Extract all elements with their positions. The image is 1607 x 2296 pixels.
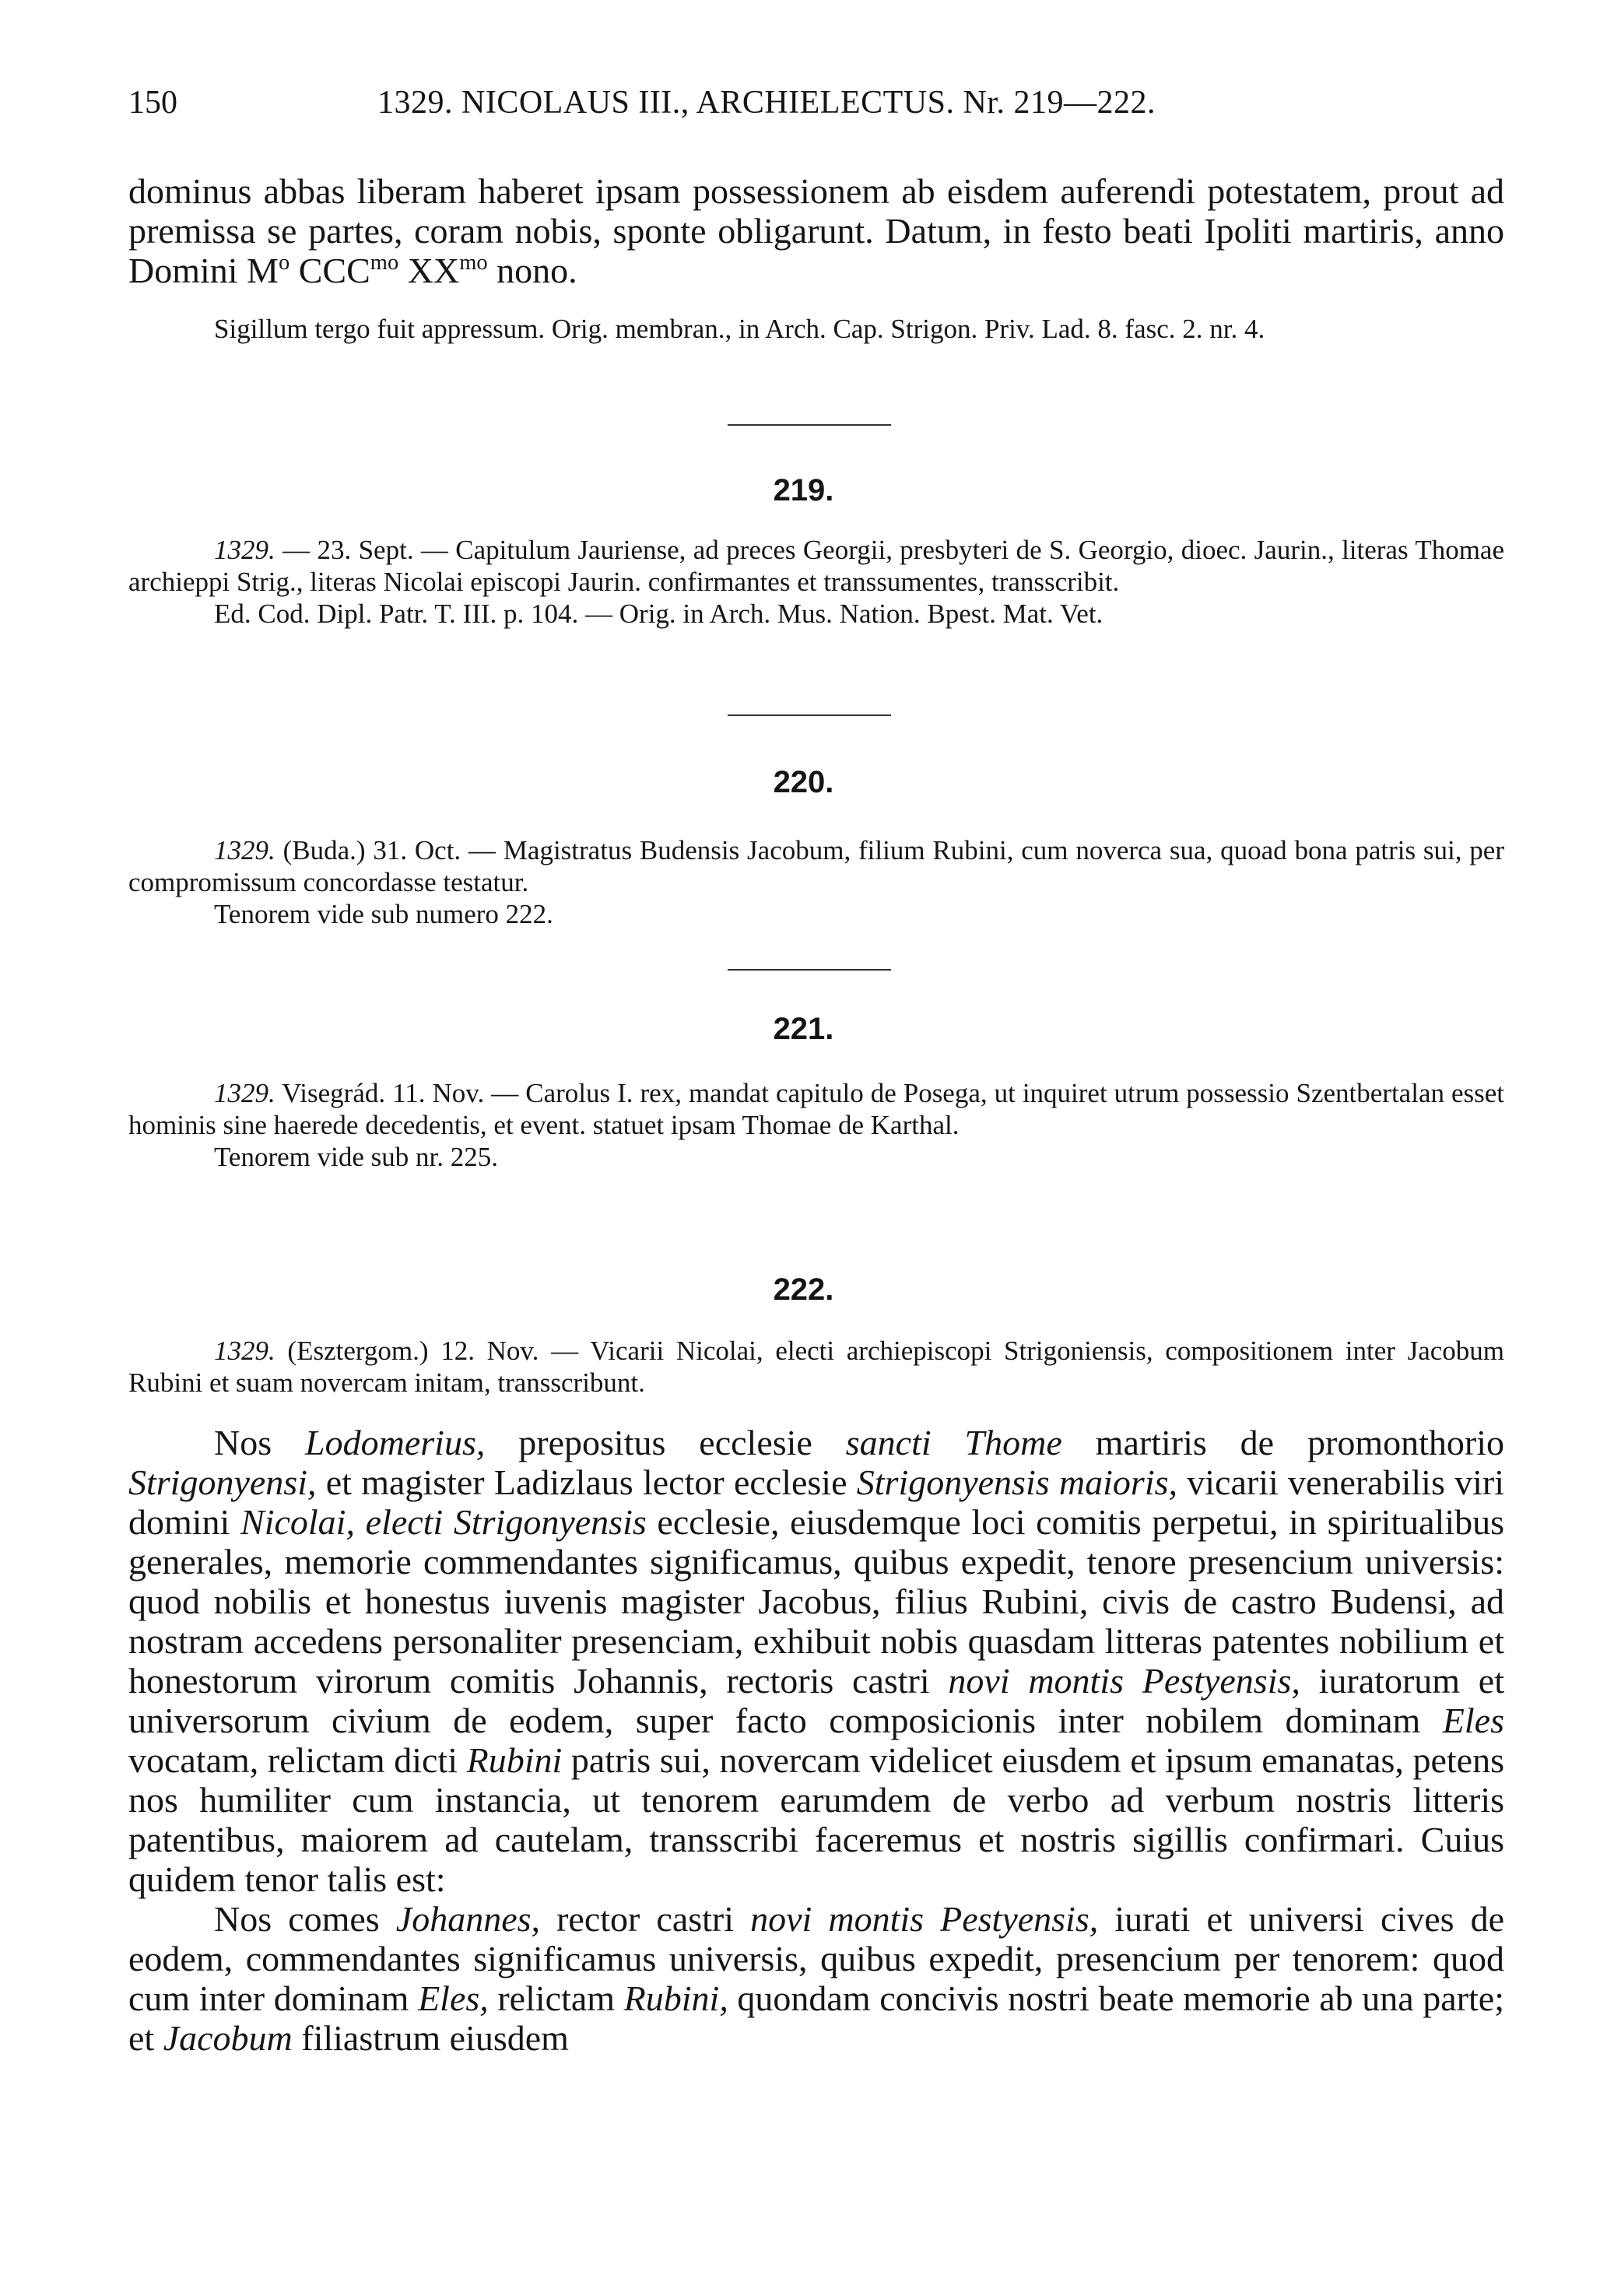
charter-paragraph-1: Nos Lodomerius, prepositus ecclesie sancti Thome martiris de promonthorio Strigonyensi, et magister Ladizlaus lector ecclesie Strigonyensis maioris, vicarii venerabilis viri domini Nicolai, electi Strigonyensis ecclesie, eiusdemque loci comitis perpetui, in spiritualibus generales, memorie commendantes significamus, quibus expedit, tenore presencium universis: quod nobilis et honestus iuvenis magister Jacobus, filius Rubini, civis de castro Budensi, ad nostram accedens personaliter presenciam, exhibuit nobis quasdam litteras patentes nobilium et honestorum virorum comitis Johannis, rectoris castri novi montis Pestyensis, iuratorum et universorum civium de eodem, super facto composicionis inter nobilem dominam Eles vocatam, relictam dicti Rubini patris sui, novercam videlicet eiusdem et ipsum emanatas, petens nos humiliter cum instancia, ut tenorem earumdem de verbo ad verbum nostris litteris patentibus, maiorem ad cautelam, transscribi faceremus et nostris sigillis confirmari. Cuius quidem tenor talis est: bbox=[128, 1423, 1505, 1899]
continuation-paragraph: dominus abbas liberam haberet ipsam possessionem ab eisdem auferendi potestatem, prout ad premissa se partes, coram nobis, sponte obligarunt. Datum, in festo beati Ipoliti martiris, anno Domini $M^o$ $CCC^{mo}$ $XX^{mo}$ nono. bbox=[128, 171, 1504, 290]
entry-year: 1329. bbox=[214, 1336, 275, 1366]
section-divider bbox=[728, 424, 891, 426]
entry-number-221: 221. bbox=[773, 1012, 834, 1046]
source-note-219: Ed. Cod. Dipl. Patr. T. III. p. 104. — Orig. in Arch. Mus. Nation. Bpest. Mat. Vet. bbox=[214, 599, 1103, 629]
charter-text bbox=[128, 1423, 1504, 2058]
running-head: 1329. NICOLAUS III., ARCHIELECTUS. Nr. 219—222. bbox=[377, 85, 1156, 121]
entry-number-219: 219. bbox=[773, 473, 834, 507]
source-note-221: Tenorem vide sub nr. 225. bbox=[214, 1142, 498, 1172]
page-header bbox=[128, 84, 1504, 131]
source-note-220: Tenorem vide sub numero 222. bbox=[214, 899, 553, 929]
entry-year: 1329. bbox=[214, 835, 275, 865]
section-divider bbox=[728, 969, 891, 971]
entry-number-220: 220. bbox=[773, 765, 834, 799]
entry-year: 1329. bbox=[214, 1078, 275, 1108]
regest-221: 1329. Visegrád. 11. Nov. — Carolus I. rex, mandat capitulo de Posega, ut inquiret utrum possessio Szentbertalan esset hominis sine haerede decedentis, et event. statuet ipsam Thomae de Karthal. Tenorem vide sub nr. 225. bbox=[128, 1078, 1504, 1172]
entry-year: 1329. bbox=[214, 535, 275, 565]
continuation-text bbox=[128, 171, 1504, 290]
entry-number-222: 222. bbox=[773, 1273, 834, 1307]
regest-219: 1329. — 23. Sept. — Capitulum Jauriense, ad preces Georgii, presbyteri de S. Georgio, dioec. Jaurin., literas Thomae archieppi Strig., literas Nicolai episcopi Jaurin. confirmantes et transsumentes, transscribit. Ed. Cod. Dipl. Patr. T. III. p. 104. — Orig. in Arch. Mus. Nation. Bpest. Mat. Vet. bbox=[128, 535, 1504, 629]
regest-220: 1329. (Buda.) 31. Oct. — Magistratus Budensis Jacobum, filium Rubini, cum noverca sua, quoad bona patris sui, per compromissum concordasse testatur. Tenorem vide sub numero 222. bbox=[128, 835, 1504, 929]
page-number: 150 bbox=[128, 85, 177, 121]
regest-222: 1329. (Esztergom.) 12. Nov. — Vicarii Nicolai, electi archiepiscopi Strigoniensis, compositionem inter Jacobum Rubini et suam novercam initam, transscribunt. bbox=[128, 1336, 1504, 1398]
charter-paragraph-2: Nos comes Johannes, rector castri novi montis Pestyensis, iurati et universi cives de eodem, commendantes significamus universis, quibus expedit, presencium per tenorem: quod cum inter dominam Eles, relictam Rubini, quondam concivis nostri beate memorie ab una parte; et Jacobum filiastrum eiusdem bbox=[128, 1899, 1504, 2058]
source-note-218: Sigillum tergo fuit appressum. Orig. membran., in Arch. Cap. Strigon. Priv. Lad. 8. fasc. 2. nr. 4. bbox=[214, 314, 1265, 344]
section-divider bbox=[728, 714, 891, 716]
